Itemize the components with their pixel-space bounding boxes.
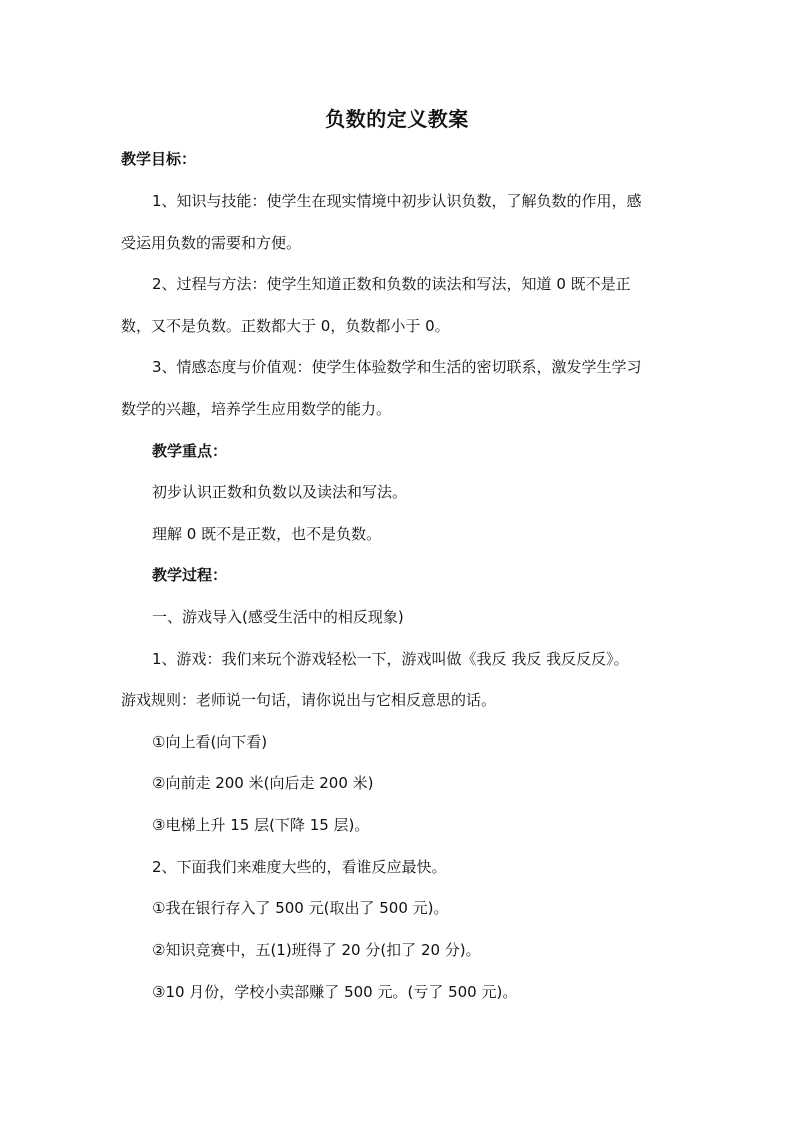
paragraph-line: 2、下面我们来难度大些的，看谁反应最快。 bbox=[152, 858, 447, 876]
paragraph-line: 1、游戏：我们来玩个游戏轻松一下，游戏叫做《我反 我反 我反反反》。 bbox=[152, 650, 629, 668]
list-item: ②知识竞赛中，五(1)班得了 20 分(扣了 20 分)。 bbox=[152, 941, 481, 959]
paragraph-line: 3、情感态度与价值观：使学生体验数学和生活的密切联系，激发学生学习 bbox=[152, 358, 642, 376]
paragraph-line: 游戏规则：老师说一句话，请你说出与它相反意思的话。 bbox=[121, 691, 497, 709]
list-item: ③10 月份，学校小卖部赚了 500 元。(亏了 500 元)。 bbox=[152, 983, 518, 1001]
paragraph-line: 受运用负数的需要和方便。 bbox=[121, 234, 302, 252]
document-title: 负数的定义教案 bbox=[325, 107, 469, 131]
section-heading-process: 教学过程： bbox=[152, 566, 228, 584]
paragraph-line: 初步认识正数和负数以及读法和写法。 bbox=[152, 483, 408, 501]
list-item: ②向前走 200 米(向后走 200 米) bbox=[152, 774, 374, 792]
list-item: ①我在银行存入了 500 元(取出了 500 元)。 bbox=[152, 899, 449, 917]
section-heading-key-points: 教学重点： bbox=[152, 442, 228, 460]
paragraph-line: 一、游戏导入(感受生活中的相反现象) bbox=[152, 608, 404, 626]
list-item: ③电梯上升 15 层(下降 15 层)。 bbox=[152, 816, 370, 834]
list-item: ①向上看(向下看) bbox=[152, 733, 268, 751]
paragraph-line: 2、过程与方法：使学生知道正数和负数的读法和写法，知道 0 既不是正 bbox=[152, 275, 631, 293]
paragraph-line: 数，又不是负数。正数都大于 0，负数都小于 0。 bbox=[121, 317, 450, 335]
paragraph-line: 1、知识与技能：使学生在现实情境中初步认识负数，了解负数的作用，感 bbox=[152, 192, 642, 210]
paragraph-line: 理解 0 既不是正数，也不是负数。 bbox=[152, 525, 382, 543]
section-heading-objectives: 教学目标： bbox=[121, 150, 197, 168]
paragraph-line: 数学的兴趣，培养学生应用数学的能力。 bbox=[121, 400, 392, 418]
